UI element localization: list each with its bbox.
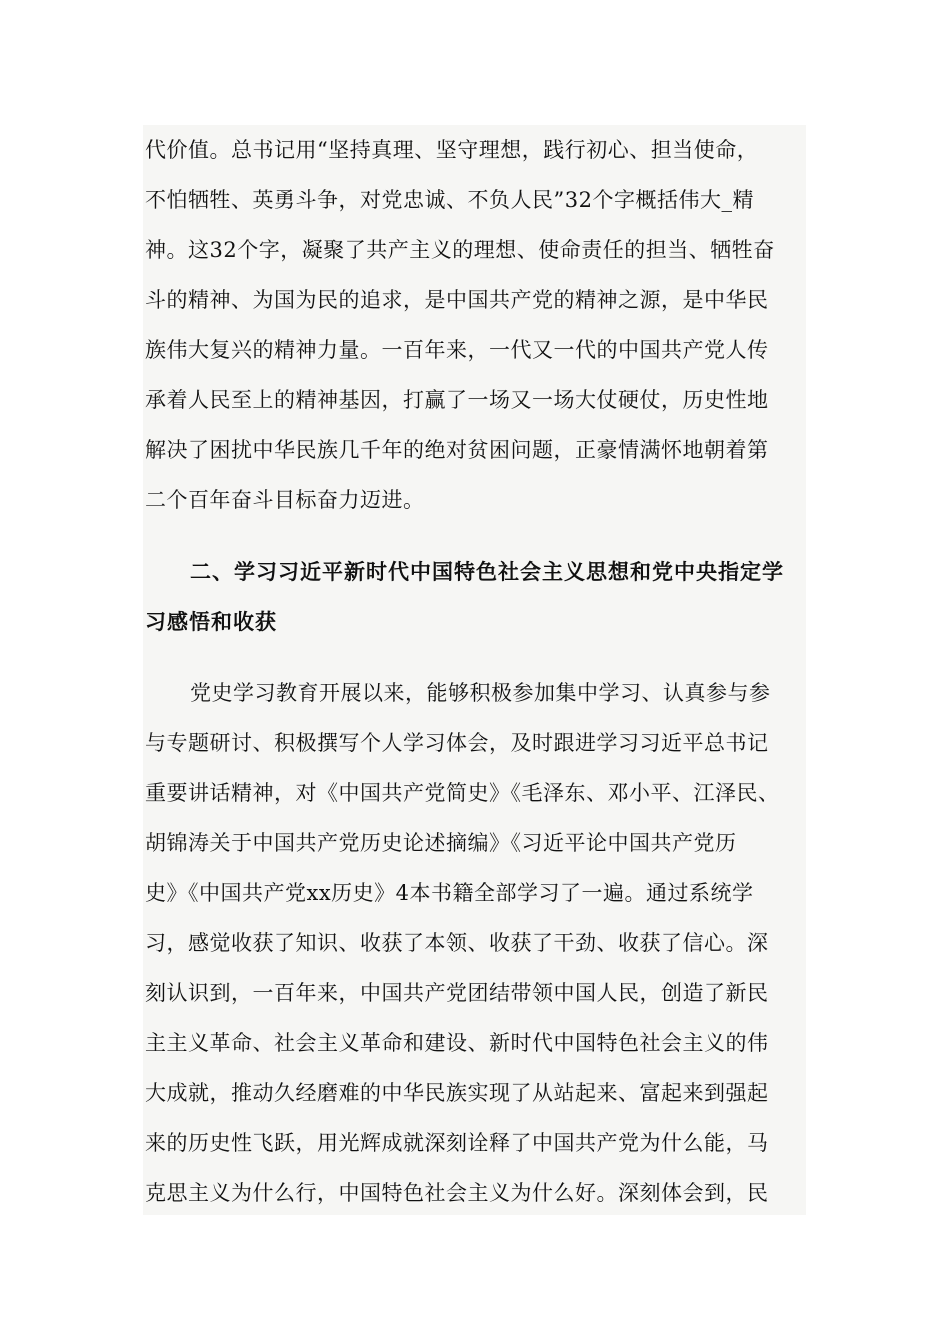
paragraph-2-line: 胡锦涛关于中国共产党历史论述摘编》《习近平论中国共产党历 (145, 831, 737, 855)
paragraph-1-line: 承着人民至上的精神基因，打赢了一场又一场大仗硬仗，历史性地 (145, 388, 769, 412)
paragraph-2-line: 史》《中国共产党xx历史》4本书籍全部学习了一遍。通过系统学 (145, 881, 754, 905)
paragraph-1-line: 二个百年奋斗目标奋力迈进。 (145, 488, 425, 512)
paragraph-2-line: 刻认识到，一百年来，中国共产党团结带领中国人民，创造了新民 (145, 981, 769, 1005)
paragraph-2-line: 与专题研讨、积极撰写个人学习体会，及时跟进学习习近平总书记 (145, 731, 769, 755)
paragraph-2-line: 来的历史性飞跃，用光辉成就深刻诠释了中国共产党为什么能，马 (145, 1131, 769, 1155)
paragraph-2-line: 重要讲话精神，对《中国共产党简史》《毛泽东、邓小平、江泽民、 (145, 781, 780, 805)
paragraph-1-line: 神。这32个字，凝聚了共产主义的理想、使命责任的担当、牺牲奋 (145, 238, 775, 262)
paragraph-1-line: 斗的精神、为国为民的追求，是中国共产党的精神之源，是中华民 (145, 288, 769, 312)
paragraph-1-line: 不怕牺牲、英勇斗争，对党忠诚、不负人民”32个字概括伟大_精 (145, 188, 754, 212)
paragraph-1-line: 族伟大复兴的精神力量。一百年来，一代又一代的中国共产党人传 (145, 338, 769, 362)
paragraph-2-line: 党史学习教育开展以来，能够积极参加集中学习、认真参与参 (190, 681, 771, 705)
paragraph-1-line: 解决了困扰中华民族几千年的绝对贫困问题，正豪情满怀地朝着第 (145, 438, 769, 462)
paragraph-2-line: 克思主义为什么行，中国特色社会主义为什么好。深刻体会到，民 (145, 1181, 769, 1205)
paragraph-2-line: 习，感觉收获了知识、收获了本领、收获了干劲、收获了信心。深 (145, 931, 769, 955)
section-heading-line: 二、学习习近平新时代中国特色社会主义思想和党中央指定学 (190, 559, 784, 584)
paragraph-2-line: 大成就，推动久经磨难的中华民族实现了从站起来、富起来到强起 (145, 1081, 769, 1105)
section-heading-line: 习感悟和收获 (145, 609, 277, 634)
paragraph-1-line: 代价值。总书记用“坚持真理、坚守理想，践行初心、担当使命， (145, 138, 759, 162)
paragraph-2-line: 主主义革命、社会主义革命和建设、新时代中国特色社会主义的伟 (145, 1031, 769, 1055)
